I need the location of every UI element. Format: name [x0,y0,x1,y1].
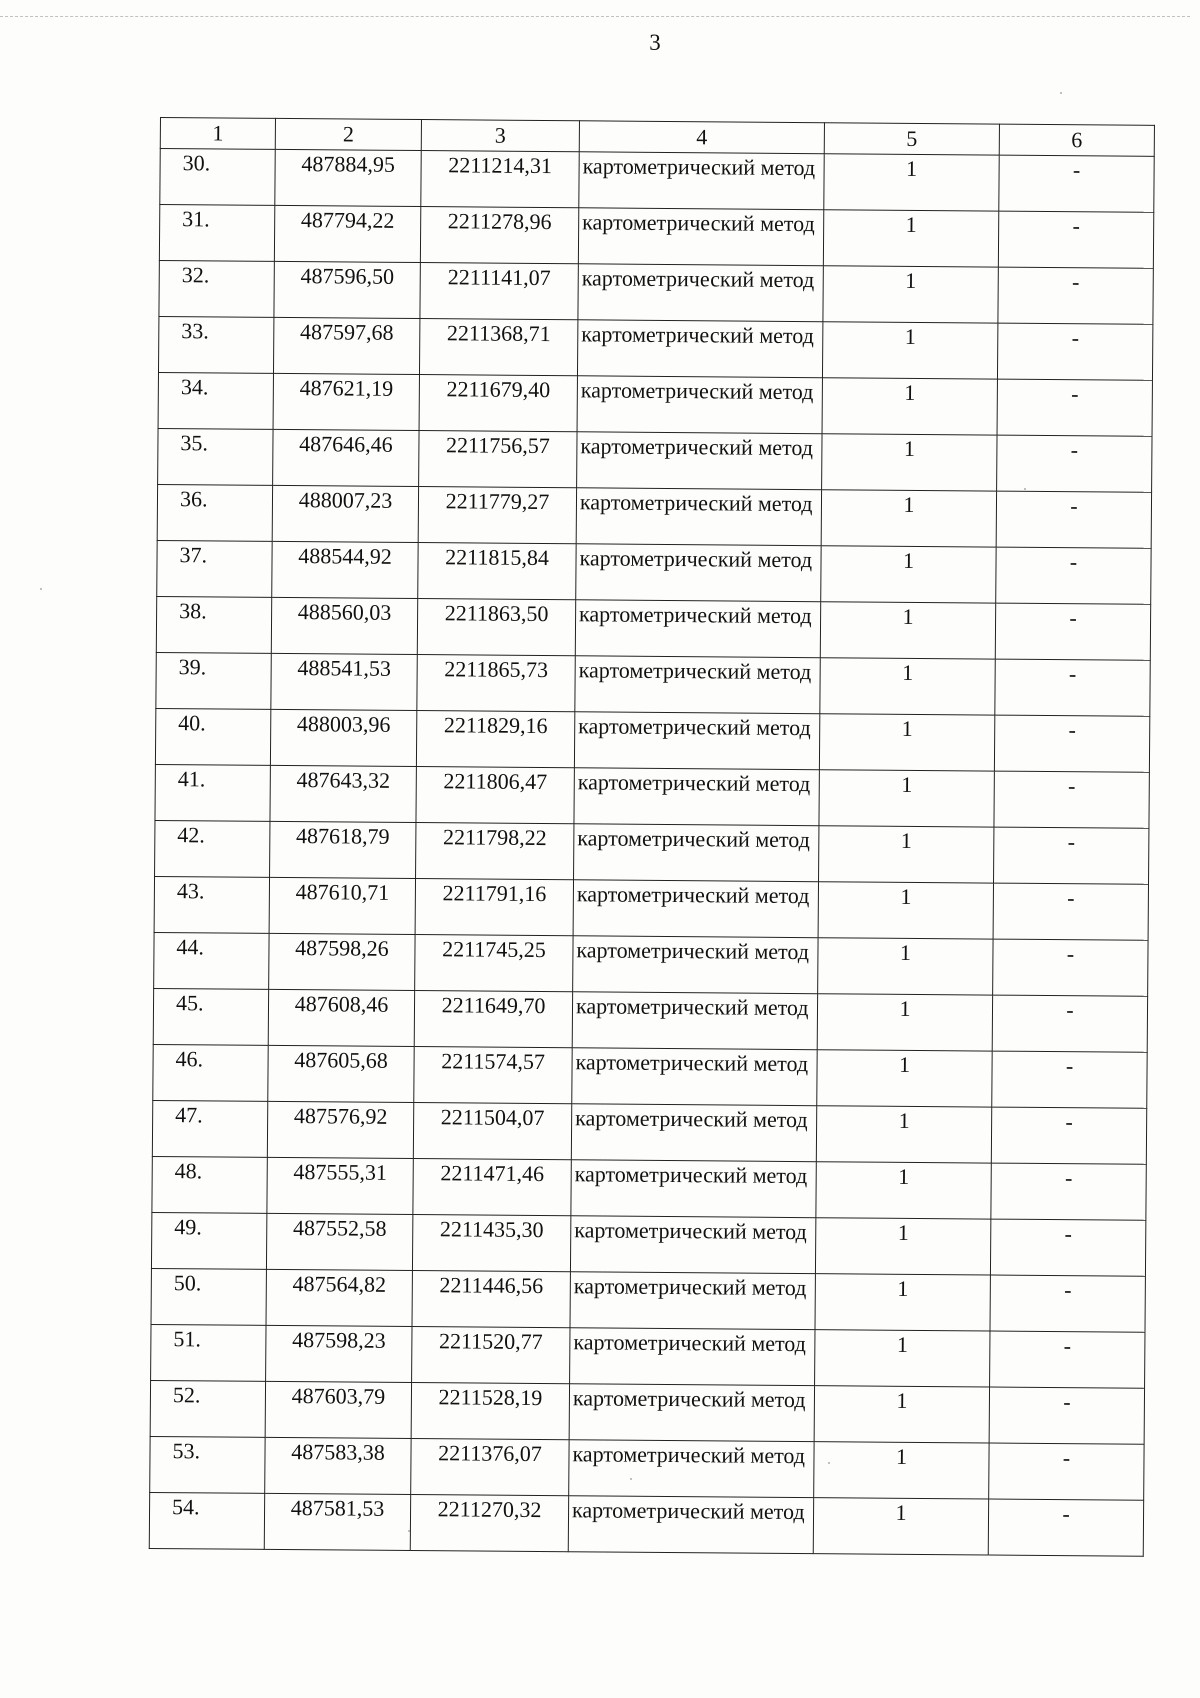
table-row [158,316,1152,380]
header-col-6: 6 [999,124,1154,156]
point-number-cell: 30. [160,149,275,206]
note-cell: - [990,1219,1145,1276]
scan-speck [1060,92,1062,94]
coordinate-x-cell: 487596,50 [274,261,420,318]
coordinate-x-cell: 487646,46 [273,429,419,486]
table-row [156,596,1150,660]
point-number-cell: 46. [153,1044,268,1101]
method-cell: картометрический метод [568,1496,813,1554]
method-cell: картометрический метод [575,656,820,714]
header-col-5: 5 [824,123,999,155]
table-row [155,820,1149,884]
coordinate-x-cell: 487610,71 [269,877,415,934]
point-number-cell: 43. [154,876,269,933]
table-row [152,1100,1146,1164]
method-cell: картометрический метод [570,1216,815,1274]
coordinate-x-cell: 487581,53 [264,1493,410,1550]
note-cell: - [993,883,1148,940]
method-cell: картометрический метод [573,880,818,938]
method-cell: картометрический метод [577,432,822,490]
precision-cell: 1 [822,378,997,435]
note-cell: - [995,659,1150,716]
precision-cell: 1 [815,1330,990,1387]
table-row [153,1044,1147,1108]
note-cell: - [989,1443,1144,1500]
precision-cell: 1 [823,266,998,323]
table-row [157,484,1151,548]
note-cell: - [990,1275,1145,1332]
coordinate-y-cell: 2211745,25 [415,935,573,992]
coordinate-x-cell: 487608,46 [268,989,414,1046]
coordinate-y-cell: 2211791,16 [415,879,573,936]
table-row [157,540,1151,604]
coordinate-y-cell: 2211829,16 [416,711,574,768]
precision-cell: 1 [819,714,994,771]
point-number-cell: 35. [158,428,273,485]
coordinate-y-cell: 2211798,22 [416,823,574,880]
coordinate-y-cell: 2211446,56 [412,1271,570,1328]
precision-cell: 1 [816,1162,991,1219]
table-row [158,372,1152,436]
point-number-cell: 51. [151,1324,266,1381]
point-number-cell: 52. [150,1380,265,1437]
method-cell: картометрический метод [571,1104,816,1162]
precision-cell: 1 [820,602,995,659]
header-col-3: 3 [421,120,579,152]
table-row [153,988,1147,1052]
coordinate-y-cell: 2211376,07 [411,1439,569,1496]
coordinate-y-cell: 2211368,71 [419,319,577,376]
method-cell: картометрический метод [575,600,820,658]
precision-cell: 1 [821,546,996,603]
point-number-cell: 34. [158,372,273,429]
method-cell: картометрический метод [577,376,822,434]
table-row [151,1268,1145,1332]
point-number-cell: 41. [155,764,270,821]
precision-cell: 1 [815,1218,990,1275]
point-number-cell: 37. [157,540,272,597]
coordinate-x-cell: 487598,26 [269,933,415,990]
precision-cell: 1 [817,994,992,1051]
coordinate-y-cell: 2211435,30 [412,1215,570,1272]
scan-speck [828,1462,830,1464]
point-number-cell: 38. [156,596,271,653]
coordinate-x-cell: 488003,96 [270,709,416,766]
coordinate-y-cell: 2211141,07 [420,263,578,320]
table-row [151,1212,1145,1276]
point-number-cell: 32. [159,260,274,317]
method-cell: картометрический метод [573,936,818,994]
point-number-cell: 49. [151,1212,266,1269]
note-cell: - [996,491,1151,548]
point-number-cell: 50. [151,1268,266,1325]
table-row [155,708,1149,772]
point-number-cell: 44. [154,932,269,989]
header-col-2: 2 [275,118,421,150]
coordinate-y-cell: 2211214,31 [421,151,579,208]
method-cell: картометрический метод [570,1328,815,1386]
coordinate-y-cell: 2211779,27 [418,487,576,544]
method-cell: картометрический метод [577,320,822,378]
coordinate-y-cell: 2211270,32 [410,1495,568,1552]
table-row [155,764,1149,828]
note-cell: - [994,771,1149,828]
method-cell: картометрический метод [574,712,819,770]
header-col-4: 4 [579,121,824,154]
coordinates-table-wrapper [149,117,1154,1557]
coordinate-y-cell: 2211863,50 [417,599,575,656]
precision-cell: 1 [822,434,997,491]
point-number-cell: 36. [157,484,272,541]
precision-cell: 1 [820,658,995,715]
note-cell: - [998,267,1153,324]
coordinate-x-cell: 488541,53 [271,653,417,710]
coordinate-x-cell: 487564,82 [266,1269,412,1326]
note-cell: - [988,1499,1143,1556]
header-col-1: 1 [160,118,275,150]
table-row [154,876,1148,940]
precision-cell: 1 [822,322,997,379]
coordinate-x-cell: 487643,32 [270,765,416,822]
coordinate-y-cell: 2211865,73 [417,655,575,712]
precision-cell: 1 [819,770,994,827]
precision-cell: 1 [816,1106,991,1163]
coordinate-y-cell: 2211806,47 [416,767,574,824]
coordinate-y-cell: 2211574,57 [414,1047,572,1104]
method-cell: картометрический метод [578,208,823,266]
coordinate-x-cell: 487576,92 [267,1101,413,1158]
coordinates-table [149,117,1155,1557]
table-row [152,1156,1146,1220]
note-cell: - [997,323,1152,380]
note-cell: - [995,603,1150,660]
note-cell: - [997,379,1152,436]
table-row [160,149,1154,213]
scan-edge-line [0,16,1190,17]
scan-speck [408,1530,410,1532]
table-row [149,1492,1143,1556]
method-cell: картометрический метод [570,1272,815,1330]
method-cell: картометрический метод [571,1160,816,1218]
point-number-cell: 48. [152,1156,267,1213]
coordinate-x-cell: 488560,03 [271,597,417,654]
table-row [154,932,1148,996]
precision-cell: 1 [823,210,998,267]
point-number-cell: 31. [159,205,274,262]
note-cell: - [996,547,1151,604]
precision-cell: 1 [813,1498,988,1555]
method-cell: картометрический метод [579,152,824,210]
coordinate-y-cell: 2211679,40 [419,375,577,432]
note-cell: - [991,1163,1146,1220]
precision-cell: 1 [818,938,993,995]
method-cell: картометрический метод [572,1048,817,1106]
precision-cell: 1 [818,882,993,939]
table-body [149,149,1154,1557]
precision-cell: 1 [819,826,994,883]
table-row [150,1380,1144,1444]
coordinate-x-cell: 487598,23 [266,1325,412,1382]
method-cell: картометрический метод [569,1384,814,1442]
note-cell: - [994,827,1149,884]
note-cell: - [992,1051,1147,1108]
coordinate-x-cell: 487605,68 [268,1045,414,1102]
point-number-cell: 40. [155,708,270,765]
coordinate-y-cell: 2211649,70 [414,991,572,1048]
table-row [159,205,1153,269]
method-cell: картометрический метод [576,488,821,546]
coordinate-y-cell: 2211278,96 [420,207,578,264]
method-cell: картометрический метод [574,824,819,882]
note-cell: - [997,435,1152,492]
note-cell: - [990,1331,1145,1388]
precision-cell: 1 [815,1274,990,1331]
note-cell: - [999,155,1154,212]
coordinate-x-cell: 487597,68 [273,317,419,374]
coordinate-x-cell: 487603,79 [265,1381,411,1438]
point-number-cell: 42. [155,820,270,877]
table-row [159,260,1153,324]
method-cell: картометрический метод [572,992,817,1050]
note-cell: - [991,1107,1146,1164]
note-cell: - [994,715,1149,772]
scan-speck [40,588,42,590]
coordinate-y-cell: 2211504,07 [413,1103,571,1160]
coordinate-y-cell: 2211815,84 [418,543,576,600]
table-row [151,1324,1145,1388]
note-cell: - [993,939,1148,996]
point-number-cell: 54. [149,1492,264,1549]
table-row [150,1436,1144,1500]
coordinate-x-cell: 488544,92 [272,541,418,598]
method-cell: картометрический метод [569,1440,814,1498]
coordinate-y-cell: 2211471,46 [413,1159,571,1216]
note-cell: - [998,211,1153,268]
point-number-cell: 39. [156,652,271,709]
coordinate-x-cell: 487794,22 [274,205,420,262]
point-number-cell: 47. [152,1100,267,1157]
note-cell: - [992,995,1147,1052]
scan-speck [630,1478,632,1480]
coordinate-x-cell: 487618,79 [270,821,416,878]
page-number: 3 [649,30,661,55]
point-number-cell: 53. [150,1436,265,1493]
coordinate-x-cell: 487621,19 [273,373,419,430]
note-cell: - [989,1387,1144,1444]
precision-cell: 1 [814,1442,989,1499]
point-number-cell: 45. [153,988,268,1045]
method-cell: картометрический метод [578,264,823,322]
coordinate-x-cell: 487583,38 [265,1437,411,1494]
precision-cell: 1 [814,1386,989,1443]
coordinate-y-cell: 2211520,77 [412,1327,570,1384]
coordinate-x-cell: 487884,95 [275,149,421,206]
coordinate-x-cell: 488007,23 [272,485,418,542]
precision-cell: 1 [821,490,996,547]
coordinate-y-cell: 2211528,19 [411,1383,569,1440]
coordinate-x-cell: 487552,58 [266,1213,412,1270]
table-row [156,652,1150,716]
coordinate-x-cell: 487555,31 [267,1157,413,1214]
coordinate-y-cell: 2211756,57 [419,431,577,488]
precision-cell: 1 [817,1050,992,1107]
table-row [158,428,1152,492]
point-number-cell: 33. [158,316,273,373]
precision-cell: 1 [824,154,999,211]
method-cell: картометрический метод [576,544,821,602]
scan-speck [1024,488,1026,490]
method-cell: картометрический метод [574,768,819,826]
